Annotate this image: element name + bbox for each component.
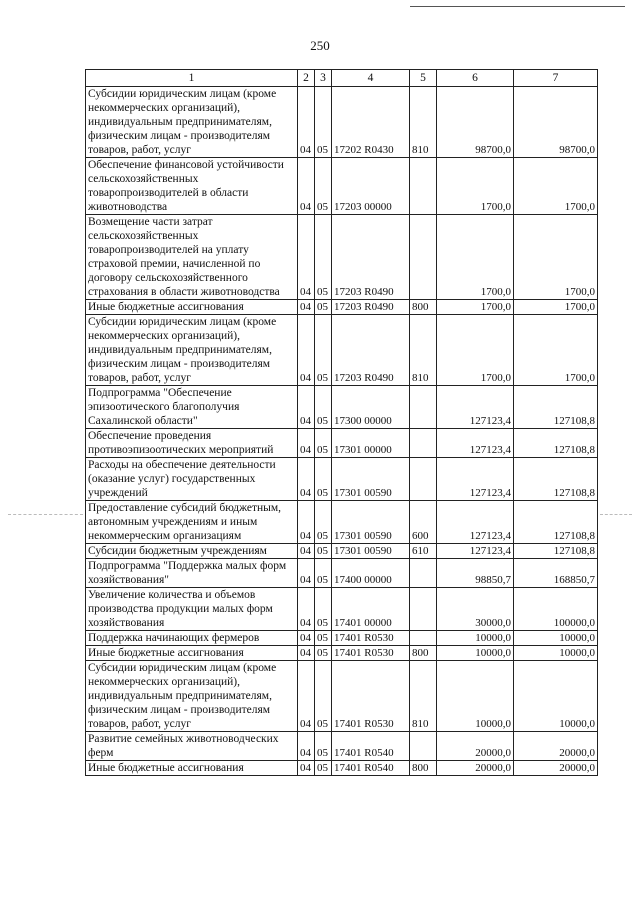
- table-row: [86, 501, 598, 544]
- table-row: [86, 215, 598, 300]
- table-row: [86, 631, 598, 646]
- budget-table: [85, 69, 598, 776]
- column-header: 2: [298, 70, 315, 87]
- expense-type-code: 610: [410, 544, 437, 559]
- section-code: 04: [298, 646, 315, 661]
- expense-type-code: 800: [410, 646, 437, 661]
- expense-type-code: 800: [410, 761, 437, 776]
- table-row: [86, 646, 598, 661]
- target-article-code: 17300 00000: [332, 386, 410, 429]
- table-row: [86, 732, 598, 761]
- section-code: 04: [298, 429, 315, 458]
- amount-col7: 127108,8: [514, 544, 598, 559]
- expense-type-code: [410, 386, 437, 429]
- subsection-code: 05: [315, 300, 332, 315]
- expense-type-code: 810: [410, 661, 437, 732]
- subsection-code: 05: [315, 761, 332, 776]
- amount-col7: 1700,0: [514, 215, 598, 300]
- row-name: Иные бюджетные ассигнования: [86, 761, 298, 776]
- table-row: [86, 458, 598, 501]
- expense-type-code: [410, 158, 437, 215]
- amount-col6: 127123,4: [437, 501, 514, 544]
- subsection-code: 05: [315, 386, 332, 429]
- amount-col6: 1700,0: [437, 315, 514, 386]
- subsection-code: 05: [315, 315, 332, 386]
- amount-col6: 127123,4: [437, 458, 514, 501]
- section-code: 04: [298, 501, 315, 544]
- amount-col7: 1700,0: [514, 158, 598, 215]
- amount-col7: 168850,7: [514, 559, 598, 588]
- table-row: [86, 158, 598, 215]
- amount-col7: 127108,8: [514, 458, 598, 501]
- expense-type-code: [410, 458, 437, 501]
- column-header: 5: [410, 70, 437, 87]
- amount-col6: 10000,0: [437, 646, 514, 661]
- table-row: [86, 559, 598, 588]
- amount-col7: 100000,0: [514, 588, 598, 631]
- section-code: 04: [298, 158, 315, 215]
- section-code: 04: [298, 761, 315, 776]
- target-article-code: 17301 00590: [332, 544, 410, 559]
- table-header-row: [86, 70, 598, 87]
- section-code: 04: [298, 300, 315, 315]
- target-article-code: 17301 00590: [332, 458, 410, 501]
- row-name: Развитие семейных животноводческих ферм: [86, 732, 298, 761]
- target-article-code: 17401 00000: [332, 588, 410, 631]
- amount-col7: 98700,0: [514, 87, 598, 158]
- expense-type-code: [410, 429, 437, 458]
- row-name: Обеспечение финансовой устойчивости сельскохозяйственных товаропроизводителей в области животноводства: [86, 158, 298, 215]
- table-row: [86, 588, 598, 631]
- column-header: 1: [86, 70, 298, 87]
- amount-col6: 10000,0: [437, 661, 514, 732]
- section-code: 04: [298, 386, 315, 429]
- section-code: 04: [298, 215, 315, 300]
- subsection-code: 05: [315, 732, 332, 761]
- row-name: Субсидии юридическим лицам (кроме некоммерческих организаций), индивидуальным предпринимателям, физическим лицам - производителям товаров, работ, услуг: [86, 315, 298, 386]
- amount-col6: 127123,4: [437, 544, 514, 559]
- amount-col6: 98850,7: [437, 559, 514, 588]
- target-article-code: 17203 00000: [332, 158, 410, 215]
- expense-type-code: [410, 588, 437, 631]
- target-article-code: 17401 R0530: [332, 661, 410, 732]
- subsection-code: 05: [315, 215, 332, 300]
- table-row: [86, 661, 598, 732]
- subsection-code: 05: [315, 429, 332, 458]
- row-name: Иные бюджетные ассигнования: [86, 300, 298, 315]
- expense-type-code: 800: [410, 300, 437, 315]
- table-row: [86, 761, 598, 776]
- amount-col6: 127123,4: [437, 429, 514, 458]
- table-row: [86, 544, 598, 559]
- expense-type-code: [410, 631, 437, 646]
- amount-col7: 10000,0: [514, 661, 598, 732]
- row-name: Субсидии юридическим лицам (кроме некоммерческих организаций), индивидуальным предпринимателям, физическим лицам - производителям товаров, работ, услуг: [86, 661, 298, 732]
- scan-noise-line: [600, 514, 632, 515]
- subsection-code: 05: [315, 458, 332, 501]
- amount-col6: 20000,0: [437, 761, 514, 776]
- row-name: Подпрограмма "Обеспечение эпизоотического благополучия Сахалинской области": [86, 386, 298, 429]
- target-article-code: 17401 R0530: [332, 631, 410, 646]
- row-name: Субсидии юридическим лицам (кроме некоммерческих организаций), индивидуальным предпринимателям, физическим лицам - производителям товаров, работ, услуг: [86, 87, 298, 158]
- expense-type-code: [410, 215, 437, 300]
- expense-type-code: [410, 732, 437, 761]
- section-code: 04: [298, 732, 315, 761]
- table-row: [86, 315, 598, 386]
- amount-col6: 127123,4: [437, 386, 514, 429]
- amount-col6: 1700,0: [437, 215, 514, 300]
- subsection-code: 05: [315, 87, 332, 158]
- section-code: 04: [298, 87, 315, 158]
- expense-type-code: 810: [410, 315, 437, 386]
- subsection-code: 05: [315, 501, 332, 544]
- section-code: 04: [298, 661, 315, 732]
- target-article-code: 17203 R0490: [332, 315, 410, 386]
- amount-col6: 98700,0: [437, 87, 514, 158]
- page-number: 250: [310, 38, 330, 53]
- row-name: Расходы на обеспечение деятельности (оказание услуг) государственных учреждений: [86, 458, 298, 501]
- section-code: 04: [298, 588, 315, 631]
- row-name: Подпрограмма "Поддержка малых форм хозяйствования": [86, 559, 298, 588]
- amount-col6: 1700,0: [437, 158, 514, 215]
- target-article-code: 17401 R0530: [332, 646, 410, 661]
- subsection-code: 05: [315, 631, 332, 646]
- column-header: 4: [332, 70, 410, 87]
- subsection-code: 05: [315, 544, 332, 559]
- column-header: 3: [315, 70, 332, 87]
- expense-type-code: 600: [410, 501, 437, 544]
- target-article-code: 17400 00000: [332, 559, 410, 588]
- column-header: 7: [514, 70, 598, 87]
- amount-col7: 10000,0: [514, 646, 598, 661]
- target-article-code: 17301 00590: [332, 501, 410, 544]
- amount-col7: 127108,8: [514, 429, 598, 458]
- table-row: [86, 87, 598, 158]
- subsection-code: 05: [315, 646, 332, 661]
- expense-type-code: 810: [410, 87, 437, 158]
- scan-noise-line: [8, 514, 83, 515]
- subsection-code: 05: [315, 588, 332, 631]
- row-name: Поддержка начинающих фермеров: [86, 631, 298, 646]
- target-article-code: 17203 R0490: [332, 300, 410, 315]
- section-code: 04: [298, 458, 315, 501]
- subsection-code: 05: [315, 661, 332, 732]
- amount-col6: 10000,0: [437, 631, 514, 646]
- subsection-code: 05: [315, 559, 332, 588]
- subsection-code: 05: [315, 158, 332, 215]
- target-article-code: 17203 R0490: [332, 215, 410, 300]
- amount-col7: 1700,0: [514, 300, 598, 315]
- section-code: 04: [298, 631, 315, 646]
- section-code: 04: [298, 544, 315, 559]
- row-name: Обеспечение проведения противоэпизоотических мероприятий: [86, 429, 298, 458]
- row-name: Возмещение части затрат сельскохозяйственных товаропроизводителей на уплату страховой премии, начисленной по договору сельскохозяйственного страхования в области животноводства: [86, 215, 298, 300]
- amount-col6: 1700,0: [437, 300, 514, 315]
- target-article-code: 17401 R0540: [332, 761, 410, 776]
- column-header: 6: [437, 70, 514, 87]
- row-name: Предоставление субсидий бюджетным, автономным учреждениям и иным некоммерческим организациям: [86, 501, 298, 544]
- amount-col7: 20000,0: [514, 732, 598, 761]
- amount-col7: 127108,8: [514, 386, 598, 429]
- amount-col7: 1700,0: [514, 315, 598, 386]
- amount-col7: 20000,0: [514, 761, 598, 776]
- row-name: Субсидии бюджетным учреждениям: [86, 544, 298, 559]
- table-row: [86, 386, 598, 429]
- row-name: Иные бюджетные ассигнования: [86, 646, 298, 661]
- table-row: [86, 300, 598, 315]
- amount-col7: 127108,8: [514, 501, 598, 544]
- amount-col6: 30000,0: [437, 588, 514, 631]
- target-article-code: 17401 R0540: [332, 732, 410, 761]
- section-code: 04: [298, 315, 315, 386]
- section-code: 04: [298, 559, 315, 588]
- amount-col7: 10000,0: [514, 631, 598, 646]
- target-article-code: 17301 00000: [332, 429, 410, 458]
- amount-col6: 20000,0: [437, 732, 514, 761]
- expense-type-code: [410, 559, 437, 588]
- row-name: Увеличение количества и объемов производства продукции малых форм хозяйствования: [86, 588, 298, 631]
- top-rule: [410, 6, 625, 7]
- target-article-code: 17202 R0430: [332, 87, 410, 158]
- table-row: [86, 429, 598, 458]
